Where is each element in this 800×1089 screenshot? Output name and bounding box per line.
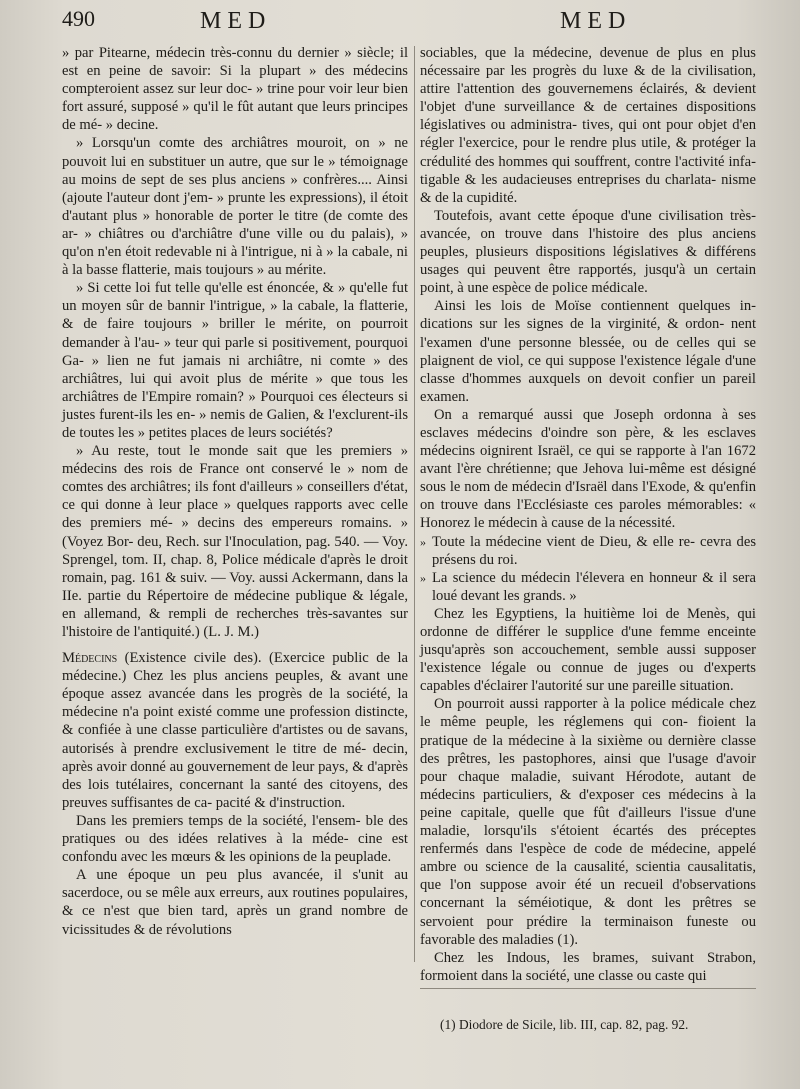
footnote-rule [420, 988, 756, 989]
quotation-line: » La science du médecin l'élevera en honneur & il sera loué devant les grands. » [420, 569, 756, 604]
entry-headword: Médecins [62, 650, 118, 667]
paragraph: » Au reste, tout le monde sait que les premiers » médecins des rois de France ont conservé le » nom de comtes des archiâtres; ils font d'ailleurs » conseillers d'état, ce qui donne à leur place » quelques rapports avec celle des premiers mé- » decins des empereurs romains. » (Voyez Bor- deu, Rech. sur l'Inoculation, pag. 540. — Voy. Sprengel, tom. II, chap. 8, Police médicale d'après le droit romain, pag. 161 & suiv. — Voy. aussi Ackermann, dans la IIe. partie du Répertoire de médecine publique & légale, en allemand, & rempli de recherches très-savantes sur l'histoire de l'antiquité.) (L. J. M.) [62, 443, 408, 640]
paragraph: Chez les Indous, les brames, suivant Strabon, formoient dans la société, une classe ou caste qui [420, 949, 756, 984]
quotation-line: » Toute la médecine vient de Dieu, & elle re- cevra des présens du roi. [420, 533, 756, 568]
paragraph: » Lorsqu'un comte des archiâtres mouroit, on » ne pouvoit lui en substituer un autre, que sur le » témoignage au moins de sept de ses plus anciens » confrères.... Ainsi (ajoute l'auteur dont j'em- » prunte les expressions), il étoit d'autant plus » honorable de porter le titre (de comte des ar- » chiâtres ou d'archiâtre d'une ville ou du palais), » qu'on n'en étoit redevable ni à l'intrigue, ni à » la cabale, ni à la basse flatterie, mais toujours » au mérite. [62, 135, 408, 279]
footnote: (1) Diodore de Sicile, lib. III, cap. 82, pag. 92. [440, 1017, 689, 1032]
paragraph: Ainsi les lois de Moïse contiennent quelques in- dications sur les signes de la virginité, & ordon- nent l'examen d'une personne blessée, ou de celles qui se plaignent de viol, ce qui suppose l'existence légale d'une classe d'hommes auxquels on devoit confier un pareil examen. [420, 298, 756, 405]
paragraph: » par Pitearne, médecin très-connu du dernier » siècle; il est en peine de savoir: Si la plupart » des médecins compteroient assez sur leur doc- » trine pour voir leur bien fort assuré, supposé » qu'il le fût autant que leurs principes de mé- » decine. [62, 45, 408, 134]
column-divider [414, 46, 415, 962]
paragraph: On pourroit aussi rapporter à la police médicale chez le même peuple, les réglemens qui con- fioient la pratique de la médecine à la sixième ou dernière classe des prêtres, les pastophores, ainsi que l'usage d'avoir pour chaque maladie, suivant Hérodote, autant de médecins particuliers, & d'exposer ces médecins à la peine capitale, quelle que fût d'ailleurs l'issue d'une maladie, lorsqu'ils s'étoient écartés des préceptes renfermés dans l'espèce de code de médecine, appelé ambre ou science de la causalité, scientia causalitatis, que l'on suppose avoir été un recueil d'observations concernant la séméiotique, & dont les prêtres se servoient pour prédire la terminaison funeste ou favorable des maladies (1). [420, 696, 756, 948]
paragraph: On a remarqué aussi que Joseph ordonna à ses esclaves médecins d'oindre son père, & les esclaves médecins oignirent Israël, ce qui se rapporte à l'an 1672 avant l'ère chrétienne; que Jehova lui-même est désigné sous le nom de médecin d'Israël dans l'Exode, & qu'enfin on trouve dans l'Ecclésiaste ces paroles mémorables: « Honorez le médecin à cause de la nécessité. [420, 406, 756, 532]
paragraph: sociables, que la médecine, devenue de plus en plus nécessaire par les progrès du luxe & de la civilisation, attire l'attention des gouvernemens éclairés, & devient l'objet d'une surveillance & de certaines dispositions législatives ou administra- tives, qui ont pour objet d'en régler l'exercice, pour le rendre plus utile, & protéger la crédulité des hommes qui souffrent, contre l'activité infa- tigable & les audacieuses entreprises du charlata- nisme & de la cupidité. [420, 45, 756, 206]
paragraph: Chez les Egyptiens, la huitième loi de Menès, qui ordonne de différer le supplice d'une femme enceinte jusqu'après son accouchement, semble aussi supposer l'existence légale ou connue de juges ou d'experts capables d'éclairer l'autorité sur une pareille situation. [420, 605, 756, 695]
article-entry [62, 649, 408, 812]
right-column [420, 44, 756, 985]
running-head-left: MED [200, 8, 272, 34]
paragraph: Dans les premiers temps de la société, l'ensem- ble des pratiques ou des idées relatives à la méde- cine est confondu avec les mœurs & les opinions de la peuplade. [62, 812, 408, 866]
paragraph: » Si cette loi fut telle qu'elle est énoncée, & » qu'elle fut un moyen sûr de bannir l'intrigue, » la cabale, la flatterie, & de faire toujours » briller le mérite, on pourroit demander à l'au- » teur qui parle si positivement, pourquoi Ga- » lien ne fut jamais ni archiâtre, ni comte » des archiâtres, lui qui avoit plus de mérite » que tous les archiâtres de l'Empire romain? » Pourquoi ces électeurs si justes furent-ils les en- » nemis de Galien, & l'exclurent-ils de toutes les » petites places de leurs sociétés? [62, 280, 408, 441]
left-column [62, 44, 408, 939]
quotation-text: Toute la médecine vient de Dieu, & elle re- cevra des présens du roi. [432, 533, 756, 568]
page-number: 490 [62, 6, 95, 31]
running-head-right: MED [560, 8, 632, 34]
paragraph: Toutefois, avant cette époque d'une civilisation très-avancée, on trouve dans l'histoire des plus anciens peuples, plusieurs dispositions législatives & différens usages qui peuvent être rapportés, jusqu'à un certain point, à une espèce de police médicale. [420, 207, 756, 297]
entry-text: (Existence civile des). (Exercice public de la médecine.) Chez les plus anciens peuples, & avant une époque assez avancée dans les progrès de la société, la médecine n'a point existé comme une profession distincte, & confiée à une classe particulière d'artistes ou de savans, autorisés à prendre exclusivement le titre de mé- decin, après avoir donné au gouvernement de leur pays, & d'après des lois tutélaires, concernant la santé des citoyens, des preuves suffisantes de ca- pacité & d'instruction. [62, 650, 408, 811]
quotation-text: La science du médecin l'élevera en honneur & il sera loué devant les grands. » [432, 569, 756, 604]
paragraph: A une époque un peu plus avancée, il s'unit au sacerdoce, ou se mêle aux erreurs, aux routines populaires, & ce n'est que bien tard, après un grand nombre de vicissitudes & de révolutions [62, 867, 408, 938]
